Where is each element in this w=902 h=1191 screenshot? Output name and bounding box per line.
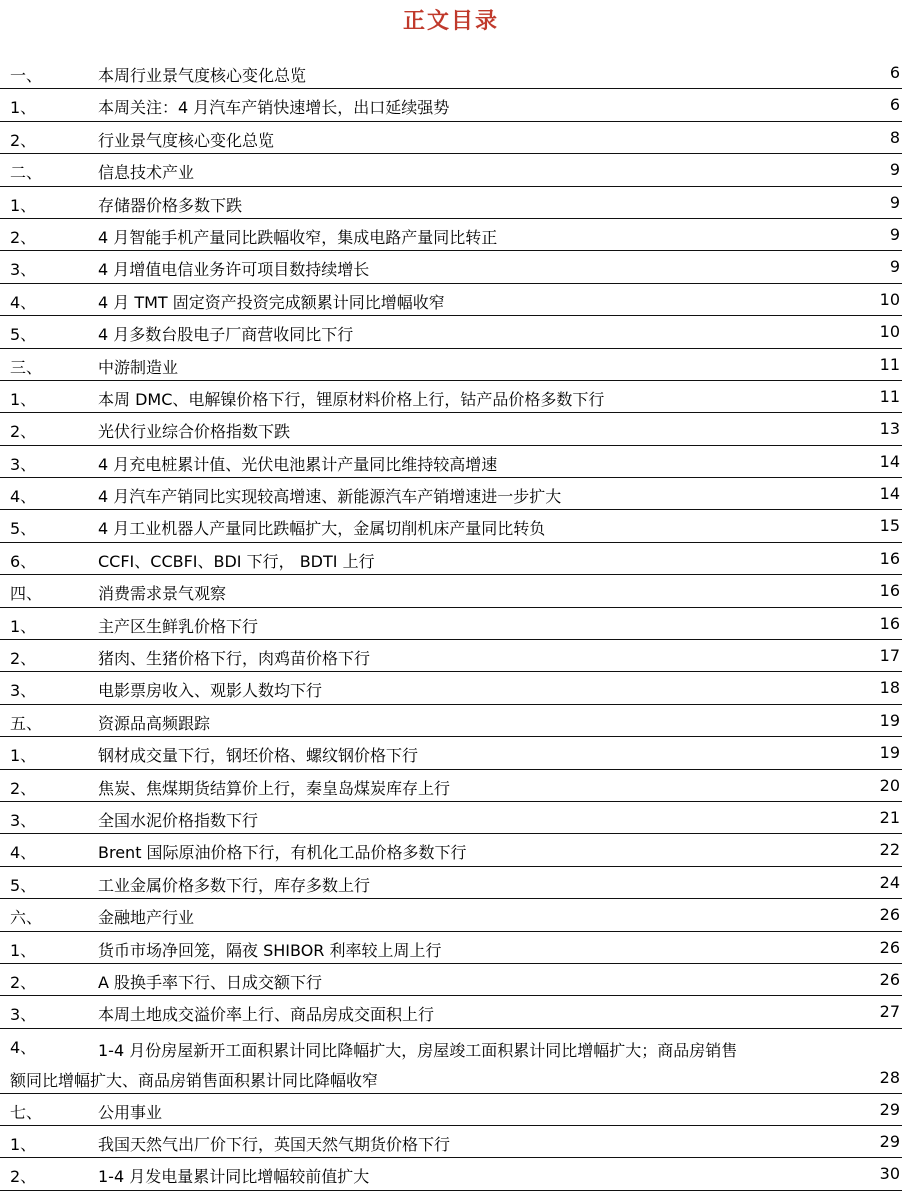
toc-entry[interactable]: [0, 251, 902, 283]
toc-entry[interactable]: [0, 770, 902, 802]
toc-entry-number: 2、: [10, 778, 37, 798]
toc-entry-page: 6: [889, 95, 900, 115]
toc-entry-page: 8: [889, 127, 900, 147]
toc-entry[interactable]: [0, 446, 902, 478]
toc-entry-page: 9: [889, 192, 900, 212]
toc-entry-title: 4 月充电桩累计值、光伏电池累计产量同比维持较高增速: [98, 454, 498, 474]
toc-entry-number: 3、: [10, 1005, 37, 1025]
toc-entry-number: 6、: [10, 551, 37, 571]
toc-entry[interactable]: [0, 154, 902, 186]
toc-entry[interactable]: [0, 1094, 902, 1126]
toc-entry[interactable]: [0, 381, 902, 413]
toc-entry-title: 公用事业: [98, 1102, 163, 1122]
toc-entry-title: 4 月增值电信业务许可项目数持续增长: [98, 260, 370, 280]
toc-entry-page: 16: [879, 581, 900, 601]
toc-entry-page: 20: [879, 775, 900, 795]
toc-entry[interactable]: [0, 996, 902, 1028]
toc-entry-title: 4 月工业机器人产量同比跌幅扩大，金属切削机床产量同比转负: [98, 519, 546, 539]
toc-entry-number: 5、: [10, 325, 37, 345]
toc-entry-title: 焦炭、焦煤期货结算价上行，秦皇岛煤炭库存上行: [98, 778, 451, 798]
toc-entry-title: 工业金属价格多数下行，库存多数上行: [98, 875, 371, 895]
table-of-contents: [0, 57, 902, 1191]
toc-entry-page: 29: [879, 1131, 900, 1151]
toc-entry[interactable]: [0, 1126, 902, 1158]
toc-entry-number: 1、: [10, 195, 37, 215]
toc-entry[interactable]: [0, 932, 902, 964]
toc-entry[interactable]: [0, 834, 902, 866]
toc-entry-page: 9: [889, 257, 900, 277]
toc-entry-page: 26: [879, 937, 900, 957]
toc-entry[interactable]: [0, 575, 902, 607]
toc-entry[interactable]: [0, 510, 902, 542]
toc-entry[interactable]: [0, 57, 902, 89]
toc-entry-title: 信息技术产业: [98, 163, 195, 183]
toc-title: 正文目录: [402, 8, 499, 34]
toc-entry-number: 1、: [10, 940, 37, 960]
toc-entry-number: 四、: [10, 584, 43, 604]
toc-entry[interactable]: [0, 349, 902, 381]
toc-entry-page: 29: [879, 1099, 900, 1119]
toc-entry-page: 26: [879, 905, 900, 925]
toc-entry-title: Brent 国际原油价格下行，有机化工品价格多数下行: [98, 843, 467, 863]
toc-entry-number: 4、: [10, 487, 37, 507]
toc-entry[interactable]: [0, 737, 902, 769]
toc-entry[interactable]: [0, 543, 902, 575]
toc-entry-page: 24: [879, 872, 900, 892]
toc-entry-number: 3、: [10, 454, 37, 474]
toc-entry-number: 5、: [10, 519, 37, 539]
toc-entry-title: 本周行业景气度核心变化总览: [98, 66, 307, 85]
toc-entry-page: 11: [879, 354, 900, 374]
toc-entry-page: 16: [879, 613, 900, 633]
toc-entry-title: 本周土地成交溢价率上行、商品房成交面积上行: [98, 1005, 435, 1025]
toc-entry-title: 全国水泥价格指数下行: [98, 810, 259, 830]
toc-entry-page: 6: [889, 63, 900, 82]
toc-entry-title: 电影票房收入、观影人数均下行: [98, 681, 323, 701]
toc-entry[interactable]: [0, 867, 902, 899]
toc-entry[interactable]: [0, 89, 902, 121]
toc-entry-page: 22: [879, 840, 900, 860]
toc-entry[interactable]: [0, 219, 902, 251]
toc-entry-number: 2、: [10, 649, 37, 669]
toc-entry-number: 3、: [10, 810, 37, 830]
toc-entry[interactable]: [0, 1158, 902, 1190]
toc-entry-number: 三、: [10, 357, 43, 377]
toc-entry-page: 9: [889, 160, 900, 180]
toc-entry-page: 14: [879, 484, 900, 504]
toc-entry-title: 主产区生鲜乳价格下行: [98, 616, 259, 636]
toc-entry-number: 七、: [10, 1102, 43, 1122]
toc-entry-title: 1-4 月份房屋新开工面积累计同比降幅扩大，房屋竣工面积累计同比增幅扩大；商品房销售: [98, 1040, 738, 1060]
toc-entry[interactable]: [0, 284, 902, 316]
toc-entry-title: 金融地产行业: [98, 908, 195, 928]
toc-entry-number: 一、: [10, 66, 43, 85]
toc-entry-page: 9: [889, 224, 900, 244]
toc-entry-title: A 股换手率下行、日成交额下行: [98, 972, 323, 992]
toc-entry-page: 28: [879, 1067, 900, 1087]
toc-entry-page: 19: [879, 743, 900, 763]
toc-entry-number: 1、: [10, 1134, 37, 1154]
toc-entry-title: 中游制造业: [98, 357, 179, 377]
toc-entry[interactable]: [0, 187, 902, 219]
toc-entry-number: 4、: [10, 843, 37, 863]
toc-entry-page: 18: [879, 678, 900, 698]
toc-entry-title: 4 月智能手机产量同比跌幅收窄，集成电路产量同比转正: [98, 227, 498, 247]
toc-entry[interactable]: [0, 705, 902, 737]
toc-entry[interactable]: [0, 672, 902, 704]
toc-entry[interactable]: [0, 122, 902, 154]
toc-entry-number: 5、: [10, 875, 37, 895]
toc-entry-title: 存储器价格多数下跌: [98, 195, 243, 215]
toc-entry-number: 2、: [10, 972, 37, 992]
toc-entry-title: 光伏行业综合价格指数下跌: [98, 422, 291, 442]
toc-entry-title: 4 月汽车产销同比实现较高增速、新能源汽车产销增速进一步扩大: [98, 487, 562, 507]
toc-entry-page: 14: [879, 451, 900, 471]
toc-entry-title: 消费需求景气观察: [98, 584, 227, 604]
toc-entry-title: CCFI、CCBFI、BDI 下行， BDTI 上行: [98, 551, 375, 571]
toc-entry-title: 4 月多数台股电子厂商营收同比下行: [98, 325, 354, 345]
toc-entry-number: 1、: [10, 746, 37, 766]
toc-entry-title: 4 月 TMT 固定资产投资完成额累计同比增幅收窄: [98, 292, 445, 312]
toc-entry-page: 11: [879, 386, 900, 406]
toc-entry[interactable]: [0, 899, 902, 931]
toc-entry-number: 二、: [10, 163, 43, 183]
toc-entry-page: 16: [879, 548, 900, 568]
toc-entry[interactable]: [0, 640, 902, 672]
toc-entry-title: 货币市场净回笼，隔夜 SHIBOR 利率较上周上行: [98, 940, 442, 960]
toc-entry-title-continued: 额同比增幅扩大、商品房销售面积累计同比降幅收窄: [10, 1070, 379, 1090]
toc-entry-title: 资源品高频跟踪: [98, 713, 211, 733]
toc-entry-page: 10: [879, 289, 900, 309]
toc-entry[interactable]: [0, 802, 902, 834]
toc-entry-number: 2、: [10, 130, 37, 150]
toc-entry-number: 2、: [10, 422, 37, 442]
toc-entry[interactable]: [0, 1029, 902, 1094]
toc-entry-page: 27: [879, 1002, 900, 1022]
toc-entry-number: 2、: [10, 1167, 37, 1187]
toc-entry[interactable]: [0, 413, 902, 445]
toc-entry-title: 1-4 月发电量累计同比增幅较前值扩大: [98, 1167, 370, 1187]
toc-entry-title: 钢材成交量下行，钢坯价格、螺纹钢价格下行: [98, 746, 419, 766]
toc-entry-number: 3、: [10, 681, 37, 701]
toc-entry-page: 10: [879, 322, 900, 342]
toc-entry-number: 3、: [10, 260, 37, 280]
toc-entry-title: 猪肉、生猪价格下行，肉鸡苗价格下行: [98, 649, 371, 669]
toc-entry-page: 19: [879, 710, 900, 730]
toc-entry-number: 1、: [10, 389, 37, 409]
toc-entry[interactable]: [0, 608, 902, 640]
toc-entry-title: 行业景气度核心变化总览: [98, 130, 275, 150]
toc-entry-number: 六、: [10, 908, 43, 928]
toc-entry-number: 2、: [10, 227, 37, 247]
toc-entry-title: 我国天然气出厂价下行，英国天然气期货价格下行: [98, 1134, 451, 1154]
toc-entry-page: 21: [879, 807, 900, 827]
toc-entry-number: 1、: [10, 98, 37, 118]
toc-entry-title: 本周关注：4 月汽车产销快速增长，出口延续强势: [98, 98, 450, 118]
toc-entry[interactable]: [0, 478, 902, 510]
toc-entry-page: 13: [879, 419, 900, 439]
toc-entry-number: 4、: [10, 1037, 37, 1057]
toc-entry-number: 4、: [10, 292, 37, 312]
toc-entry[interactable]: [0, 316, 902, 348]
toc-entry[interactable]: [0, 964, 902, 996]
toc-entry-page: 26: [879, 969, 900, 989]
toc-entry-page: 17: [879, 646, 900, 666]
toc-entry-title: 本周 DMC、电解镍价格下行，锂原材料价格上行，钴产品价格多数下行: [98, 389, 605, 409]
toc-entry-page: 30: [879, 1164, 900, 1184]
toc-entry-number: 1、: [10, 616, 37, 636]
toc-entry-page: 15: [879, 516, 900, 536]
toc-entry-number: 五、: [10, 713, 43, 733]
